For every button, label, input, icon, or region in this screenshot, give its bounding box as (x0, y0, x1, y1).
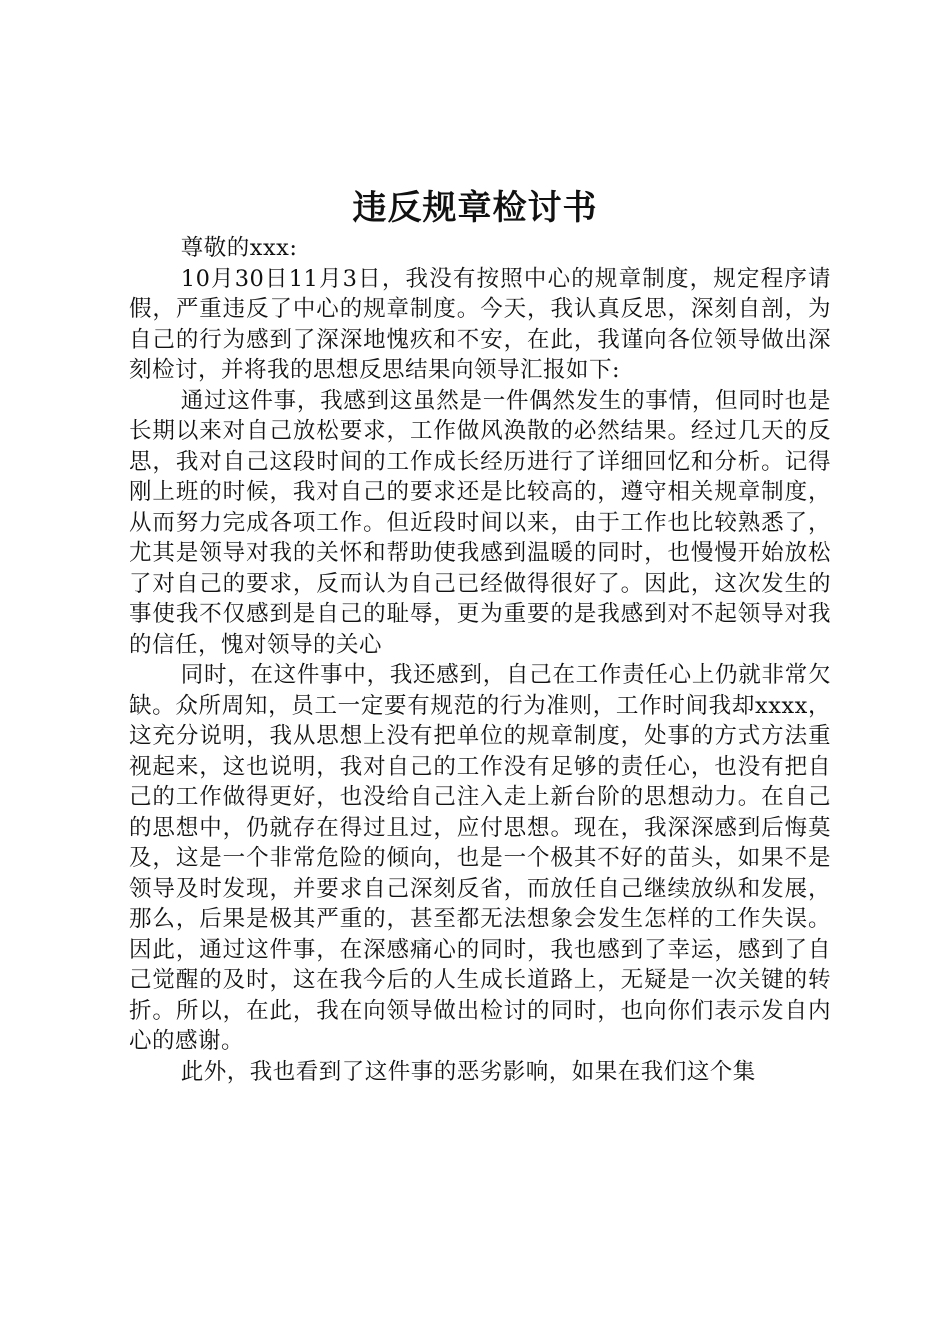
paragraph-4: 此外，我也看到了这件事的恶劣影响，如果在我们这个集 (180, 1058, 756, 1085)
paragraph-2: 通过这件事，我感到这虽然是一件偶然发生的事情，但同时也是长期以来对自己放松要求，工作做风涣散的必然结果。经过几天的反思，我对自己这段时间的工作成长经历进行了详细回忆和分析。记得刚上班的时候，我对自己的要求还是比较高的，遵守相关规章制度，从而努力完成各项工作。但近段时间以来，由于工作也比较熟悉了，尤其是领导对我的关怀和帮助使我感到温暖的同时，也慢慢开始放松了对自己的要求，反而认为自己已经做得很好了。因此，这次发生的事使我不仅感到是自己的耻辱，更为重要的是我感到对不起领导对我的信任，愧对领导的关心 (129, 387, 831, 658)
salutation: 尊敬的xxx: (180, 235, 298, 261)
paragraph-3: 同时，在这件事中，我还感到，自己在工作责任心上仍就非常欠缺。众所周知，员工一定要有规范的行为准则，工作时间我却xxxx，这充分说明，我从思想上没有把单位的规章制度，处事的方式方法重视起来，这也说明，我对自己的工作没有足够的责任心，也没有把自己的工作做得更好，也没给自己注入走上新台阶的思想动力。在自己的思想中，仍就存在得过且过，应付思想。现在，我深深感到后悔莫及，这是一个非常危险的倾向，也是一个极其不好的苗头，如果不是领导及时发现，并要求自己深刻反省，而放任自己继续放纵和发展，那么，后果是极其严重的，甚至都无法想象会发生怎样的工作失误。因此，通过这件事，在深感痛心的同时，我也感到了幸运，感到了自己觉醒的及时，这在我今后的人生成长道路上，无疑是一次关键的转折。所以，在此，我在向领导做出检讨的同时，也向你们表示发自内心的感谢。 (129, 662, 831, 1054)
paragraph-1: 10月30日11月3日，我没有按照中心的规章制度，规定程序请假，严重违反了中心的规章制度。今天，我认真反思，深刻自剖，为自己的行为感到了深深地愧疚和不安，在此，我谨向各位领导做出深刻检讨，并将我的思想反思结果向领导汇报如下: (129, 265, 831, 383)
document-body (129, 233, 831, 1087)
document-title: 违反规章检讨书 (352, 188, 598, 228)
